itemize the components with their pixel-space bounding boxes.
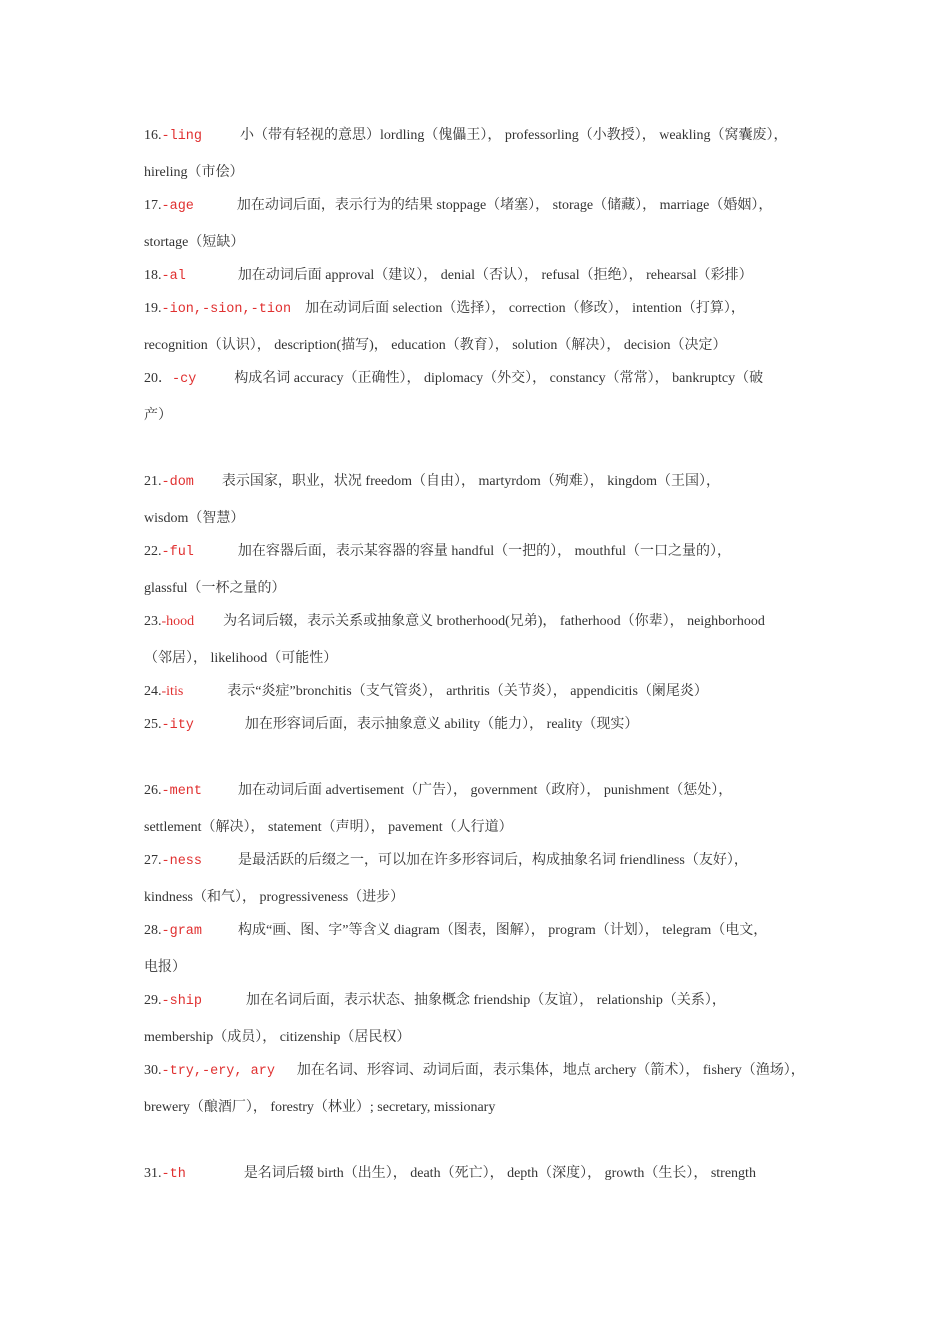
entry-number: 21. [144, 474, 162, 489]
entry-description: 加在名词后面，表示状态、抽象概念 friendship（友谊）， relationship（关系）， [246, 993, 726, 1008]
entry-suffix: -age [161, 199, 194, 214]
entry-description: 小（带有轻视的意思）lordling（傀儡王）， professorling（小教授）， weakling（窝囊废）， [240, 128, 788, 143]
entry-suffix: -ness [161, 854, 203, 869]
entry-suffix: -itis [161, 684, 184, 699]
entry-21-continuation: wisdom（智慧） [144, 511, 245, 526]
entry-29 [144, 992, 834, 1010]
entry-number: 29. [144, 993, 162, 1008]
entry-30-continuation: brewery（酿酒厂）， forestry（林业）; secretary, missionary [144, 1100, 496, 1115]
entry-number: 20． [144, 371, 172, 386]
entry-suffix: -ful [161, 545, 194, 560]
entry-suffix: -al [161, 269, 186, 284]
entry-24 [144, 683, 834, 701]
entry-description: 表示“炎症”bronchitis（支气管炎）， arthritis（关节炎）， appendicitis（阑尾炎） [227, 684, 708, 699]
entry-description: 构成“画、图、字”等含义 diagram（图表，图解）， program（计划）， telegram（电文， [238, 923, 768, 938]
entry-suffix: -ling [161, 129, 203, 144]
entry-number: 22. [144, 544, 162, 559]
entry-21 [144, 473, 834, 491]
entry-number: 31. [144, 1166, 162, 1181]
entry-suffix: -dom [161, 475, 194, 490]
entry-28-continuation: 电报） [144, 960, 186, 975]
entry-23-continuation: （邻居）， likelihood（可能性） [144, 651, 338, 666]
entry-description: 是名词后辍 birth（出生）， death（死亡）， depth（深度）， growth（生长）， strength [243, 1166, 756, 1181]
entry-25 [144, 716, 834, 734]
entry-27-continuation: kindness（和气）， progressiveness（进步） [144, 890, 405, 905]
entry-suffix: -ment [161, 784, 203, 799]
entry-20-continuation: 产） [144, 408, 172, 423]
entry-description: 表示国家，职业，状况 freedom（自由）， martyrdom（殉难）， kingdom（王国）， [221, 474, 721, 489]
entry-23 [144, 613, 834, 631]
entry-number: 24. [144, 684, 162, 699]
entry-description: 加在名词、形容词、动词后面，表示集体，地点 archery（箭术）， fishery（渔场）， [296, 1063, 805, 1078]
entry-27 [144, 852, 834, 870]
entry-19-continuation: recognition（认识）， description(描写)， education（教育）， solution（解决）， decision（决定） [144, 338, 727, 353]
entry-suffix: -hood [161, 614, 195, 629]
entry-description: 加在形容词后面，表示抽象意义 ability（能力）， reality（现实） [244, 717, 639, 732]
entry-31 [144, 1165, 834, 1183]
entry-19 [144, 300, 834, 318]
entry-description: 加在动词后面 approval（建议）， denial（否认）， refusal（拒绝）， rehearsal（彩排） [237, 268, 753, 283]
entry-16 [144, 127, 834, 145]
entry-suffix: -cy [172, 372, 197, 387]
entry-description: 构成名词 accuracy（正确性）， diplomacy（外交）， constancy（常常）， bankruptcy（破 [234, 371, 764, 386]
entry-29-continuation: membership（成员）， citizenship（居民权） [144, 1030, 411, 1045]
entry-description: 加在动词后面 selection（选择）， correction（修改）， intention（打算）， [305, 301, 745, 316]
entry-number: 18. [144, 268, 162, 283]
entry-26-continuation: settlement（解决）， statement（声明）， pavement（人行道） [144, 820, 513, 835]
entry-26 [144, 782, 834, 800]
entry-suffix: -ity [161, 718, 194, 733]
entry-28 [144, 922, 834, 940]
entry-number: 27. [144, 853, 162, 868]
entry-suffix: -th [161, 1167, 186, 1182]
entry-number: 23. [144, 614, 162, 629]
entry-suffix: -gram [161, 924, 203, 939]
entry-description: 加在动词后面，表示行为的结果 stoppage（堵塞）， storage（储藏）， marriage（婚姻）， [236, 198, 773, 213]
entry-17 [144, 197, 834, 215]
entry-suffix: -try,-ery, ary [161, 1064, 275, 1079]
entry-description: 加在容器后面，表示某容器的容量 handful（一把的）， mouthful（一口之量的）， [237, 544, 732, 559]
entry-17-continuation: stortage（短缺） [144, 235, 245, 250]
entry-number: 28. [144, 923, 162, 938]
entry-description: 为名词后辍，表示关系或抽象意义 brotherhood(兄弟)， fatherhood（你辈）， neighborhood [223, 614, 765, 629]
entry-number: 26. [144, 783, 162, 798]
entry-22-continuation: glassful（一杯之量的） [144, 581, 286, 596]
entry-description: 是最活跃的后缀之一，可以加在许多形容词后，构成抽象名词 friendliness（友好）， [238, 853, 748, 868]
entry-number: 19. [144, 301, 162, 316]
entry-description: 加在动词后面 advertisement（广告）， government（政府）， punishment（惩处）， [238, 783, 733, 798]
entry-number: 30. [144, 1063, 162, 1078]
entry-suffix: -ion,-sion,-tion [161, 302, 292, 317]
entry-20 [144, 370, 834, 388]
entry-number: 17. [144, 198, 162, 213]
entry-16-continuation: hireling（市侩） [144, 165, 244, 180]
entry-number: 25. [144, 717, 162, 732]
entry-suffix: -ship [161, 994, 203, 1009]
entry-18 [144, 267, 834, 285]
entry-number: 16. [144, 128, 162, 143]
entry-30 [144, 1062, 834, 1080]
entry-22 [144, 543, 834, 561]
